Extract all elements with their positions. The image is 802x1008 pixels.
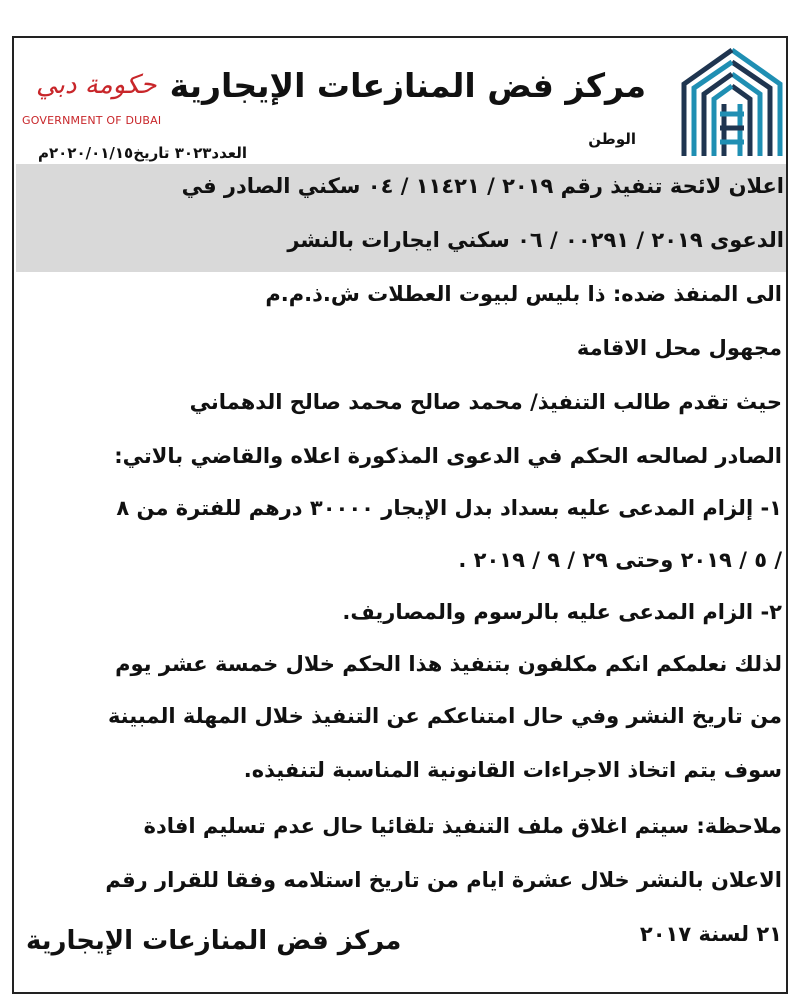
footer-signature: مركز فض المنازعات الإيجارية bbox=[26, 926, 402, 956]
body-line: ٢- الزام المدعى عليه بالرسوم والمصاريف. bbox=[342, 600, 782, 624]
body-line: سوف يتم اتخاذ الاجراءات القانونية المناسبة لتنفيذه. bbox=[243, 758, 782, 782]
body-line: الصادر لصالحه الحكم في الدعوى المذكورة اعلاه والقاضي بالاتي: bbox=[114, 444, 782, 468]
body-line: من تاريخ النشر وفي حال امتناعكم عن التنفيذ خلال المهلة المبينة bbox=[107, 704, 782, 728]
body-line: ١- إلزام المدعى عليه بسداد بدل الإيجار ٣٠٠٠٠ درهم للفترة من ٨ bbox=[116, 496, 782, 520]
body-line: لذلك نعلمكم انكم مكلفون بتنفيذ هذا الحكم خلال خمسة عشر يوم bbox=[115, 652, 782, 676]
body-line: ٢١ لسنة ٢٠١٧ bbox=[639, 922, 782, 946]
issue-date: العدد٣٠٢٣ تاريخ٢٠٢٠/٠١/١٥م bbox=[38, 144, 248, 162]
body-line: الاعلان بالنشر خلال عشرة ايام من تاريخ استلامه وفقا للقرار رقم bbox=[105, 868, 782, 892]
newspaper-name: الوطن bbox=[588, 130, 636, 148]
dubai-government-logo-arabic: حكومة دبي bbox=[36, 70, 157, 100]
body-line: / ٥ / ٢٠١٩ وحتى ٢٩ / ٩ / ٢٠١٩ . bbox=[458, 548, 782, 572]
body-line: ملاحظة: سيتم اغلاق ملف التنفيذ تلقائيا حال عدم تسليم افادة bbox=[143, 814, 782, 838]
body-line: الى المنفذ ضده: ذا بليس لبيوت العطلات ش.ذ.م.م bbox=[265, 282, 782, 306]
banner-line-1: اعلان لائحة تنفيذ رقم ٢٠١٩ / ١١٤٢١ / ٠٤ سكني الصادر في bbox=[181, 174, 784, 198]
body-line: حيث تقدم طالب التنفيذ/ محمد صالح محمد صالح الدهماني bbox=[189, 390, 782, 414]
body-line: مجهول محل الاقامة bbox=[576, 336, 782, 360]
rdc-logo-icon bbox=[676, 44, 788, 164]
dubai-government-logo-english: GOVERNMENT OF DUBAI bbox=[22, 114, 162, 127]
banner-line-2: الدعوى ٢٠١٩ / ٠٠٢٩١ / ٠٦ سكني ايجارات بالنشر bbox=[287, 228, 784, 252]
organization-title: مركز فض المنازعات الإيجارية bbox=[169, 66, 646, 105]
